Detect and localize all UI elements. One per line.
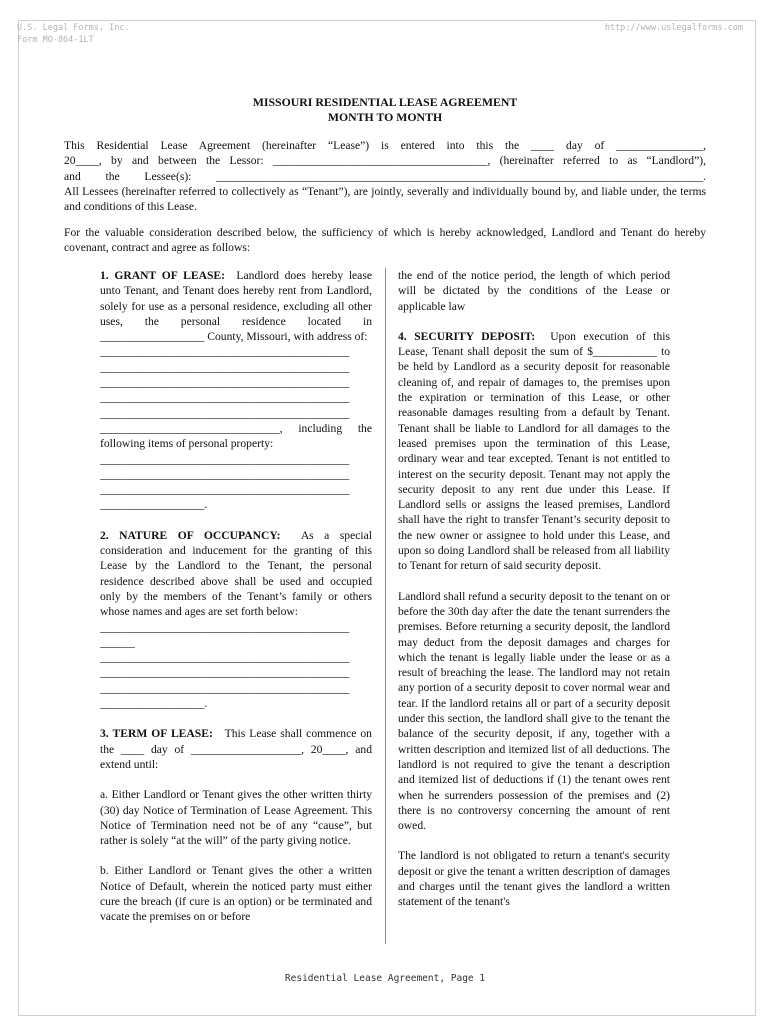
occupant-blank-6: __________________. (100, 697, 208, 711)
address-blank-3: ___________________________________________ (100, 376, 350, 390)
section-nature-of-occupancy (100, 528, 372, 620)
header-form-id: Form MO-864-1LT (17, 35, 94, 45)
intro-line-2: 20____, by and between the Lessor: _____________________________________, (hereinafter referred to as “Landlord”), (64, 154, 706, 168)
occupant-blank-4: ___________________________________________ (100, 666, 350, 680)
header-left (17, 22, 130, 46)
occupant-blank-3: ___________________________________________ (100, 651, 350, 665)
column-divider (385, 268, 386, 944)
section-4-heading: 4. SECURITY DEPOSIT: (398, 329, 536, 343)
intro-line-1: This Residential Lease Agreement (hereinafter “Lease”) is entered into this the ____ day of _______________, (64, 139, 706, 152)
section-2-text: As a special consideration and inducement for the granting of this Lease by the Landlord to the Tenant, the personal residence described above shall be used and occupied only by the members of the Tenant’s family or others whose names and ages are set forth below: (100, 528, 372, 619)
section-2-heading: 2. NATURE OF OCCUPANCY: (100, 528, 281, 542)
intro-paragraph-1 (64, 138, 706, 214)
property-blank-3: ___________________________________________ (100, 483, 350, 497)
address-blank-2: ___________________________________________ (100, 360, 350, 374)
deposit-refund-paragraph: Landlord shall refund a security deposit to the tenant on or before the 30th day after the date the tenant surrenders the premises. Before returning a security deposit, the landlord may deduct from the deposit damages and charges for which the tenant is legally liable under the lease or as a result of breaching the lease. The landlord may not retain any portion of a security deposit to cover normal wear and tear. If the landlord retains all or part of a security deposit under this section, the landlord shall give to the tenant the balance of the security deposit, if any, together with a written description and itemized list of all deductions. The landlord is not required to give the tenant a description and itemized list of deductions if (1) the tenant owes rent when he surrenders possession of the premises and (2) there is no controversy concerning the amount of rent owed. (398, 589, 670, 833)
intro-paragraph-2: For the valuable consideration described below, the sufficiency of which is hereby acknowledged, Landlord and Tenant do hereby covenant, contract and agree as follows: (64, 226, 706, 255)
page-footer: Residential Lease Agreement, Page 1 (284, 973, 486, 984)
left-column (100, 268, 372, 925)
occupant-blank-1: ___________________________________________ (100, 620, 350, 634)
section-security-deposit (398, 329, 670, 574)
intro-line-3: and the Lessee(s): ____________________________________________________________________________________. (64, 169, 706, 183)
section-grant-of-lease (100, 268, 372, 344)
section-4-text: Upon execution of this Lease, Tenant shall deposit the sum of $___________ to be held by Landlord as a security deposit for reasonable cleaning of, and repair of damages to, the premises upon the expiration or termination of this Lease, or other reasonable damages resulting from a default by Tenant. Tenant shall be liable to Landlord for all damages to the leased premises upon the termination of this Lease, ordinary wear and tear excepted. Tenant is not entitled to interest on the security deposit. Tenant may not apply the security deposit to any rent due under this Lease. If Landlord sells or assigns the leased premises, Landlord shall have the right to transfer Tenant’s security deposit to the new owner or assignee to hold under this Lease, and upon so doing Landlord shall be released from all liability to Tenant for return of said security deposit. (398, 329, 670, 573)
address-blank-4: ___________________________________________ (100, 391, 350, 405)
section-3-text: This Lease shall commence on the ____ day of ___________________, 20____, and extend until: (100, 727, 372, 771)
term-clause-b: b. Either Landlord or Tenant gives the other a written Notice of Default, wherein the noticed party must either cure the breach (if cure is an option) or be terminated and vacate the premises on or before (100, 864, 372, 924)
right-column (398, 268, 670, 910)
property-blank-2: ___________________________________________ (100, 467, 350, 481)
property-blank-1: ___________________________________________ (100, 452, 350, 466)
section-1-text: Landlord does hereby lease unto Tenant, and Tenant does hereby rent from Landlord, solely for use as a personal residence, excluding all other uses, the personal residence located in __________________ County, Missouri, with address of: (100, 269, 372, 344)
property-blank-4: __________________. (100, 498, 208, 512)
occupant-blank-2: ______ (100, 635, 135, 649)
section-3-heading: 3. TERM OF LEASE: (100, 727, 213, 741)
address-blank-1: ___________________________________________ (100, 345, 350, 359)
document-title (0, 95, 770, 125)
address-blank-5: ___________________________________________ (100, 406, 350, 420)
title-line-1: MISSOURI RESIDENTIAL LEASE AGREEMENT (252, 95, 518, 109)
deposit-obligation-paragraph: The landlord is not obligated to return a tenant's security deposit or give the tenant a written description of damages and charges until the tenant gives the landlord a written statement of the tenant's (398, 849, 670, 909)
section-term-of-lease (100, 726, 372, 772)
header-company: U.S. Legal Forms, Inc. (17, 23, 130, 33)
title-line-2: MONTH TO MONTH (327, 110, 443, 124)
term-clause-a: a. Either Landlord or Tenant gives the other written thirty (30) day Notice of Termination of Lease Agreement. This Notice of Termination need not be of any “cause”, but rather is solely “at the will” of the party giving notice. (100, 788, 372, 848)
section-1-heading: 1. GRANT OF LEASE: (100, 269, 226, 282)
occupant-blank-5: ___________________________________________ (100, 681, 350, 695)
including-text: _______________________________, including the following items of personal property: (100, 421, 372, 451)
header-url[interactable]: http://www.uslegalforms.com (604, 23, 743, 33)
intro-line-4: All Lessees (hereinafter referred to collectively as “Tenant”), are jointly, severally and individually bound by, and liable under, the terms and conditions of this Lease. (64, 184, 706, 214)
term-clause-b-continued: the end of the notice period, the length of which period will be dictated by the conditions of the Lease or applicable law (398, 269, 670, 313)
